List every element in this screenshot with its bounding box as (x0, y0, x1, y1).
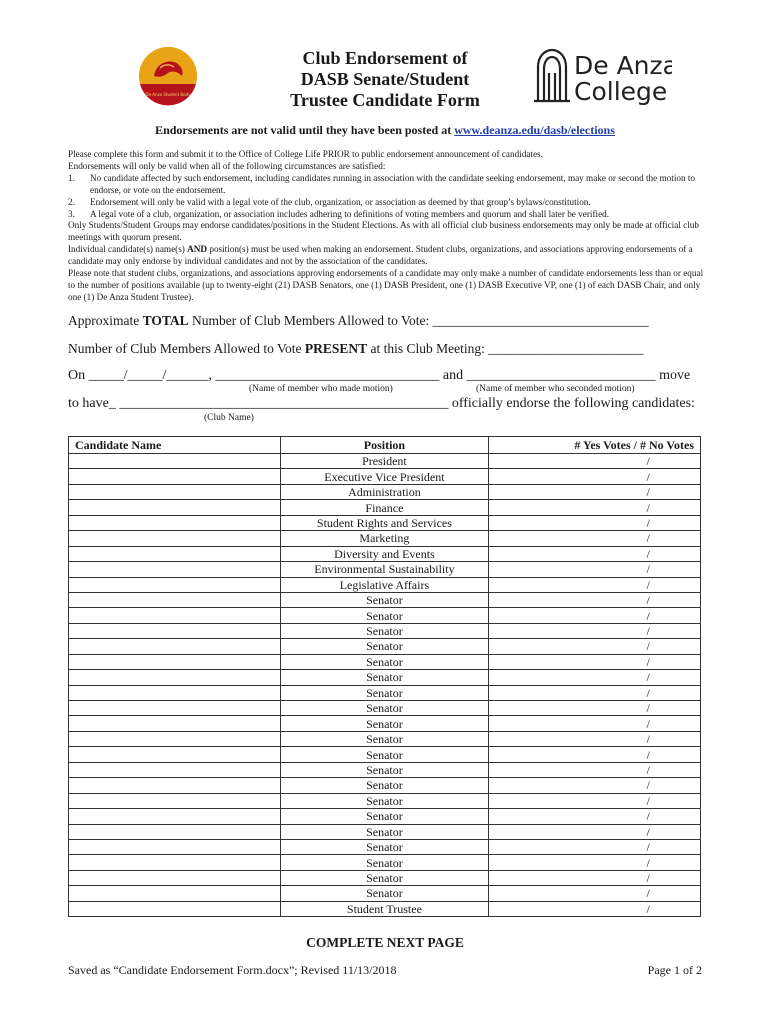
votes-cell[interactable]: / (489, 469, 701, 484)
position-cell: Senator (280, 592, 489, 607)
total-members-line[interactable]: Approximate TOTAL Number of Club Members Allowed to Vote: ________________________________ (68, 313, 649, 328)
present-members-line[interactable]: Number of Club Members Allowed to Vote PRESENT at this Club Meeting: _______________________ (68, 341, 644, 356)
candidate-name-cell[interactable] (69, 531, 281, 546)
position-cell: Senator (280, 870, 489, 885)
complete-next-page: COMPLETE NEXT PAGE (306, 935, 464, 950)
instruction-item-2: 2. Endorsement will only be valid with a legal vote of the club, organization, or association as deemed by that group’s bylaws/constitution. (68, 196, 591, 207)
instructions-p3: Only Students/Student Groups may endorse candidates/positions in the Student Elections. As with all official club business endorsements may only be made at official club meetings with quorum present. (68, 220, 699, 243)
svg-text:De Anza Student Body: De Anza Student Body (145, 92, 191, 97)
table-row (69, 685, 701, 700)
votes-cell[interactable]: / (489, 592, 701, 607)
position-cell: Environmental Sustainability (280, 562, 489, 577)
votes-cell[interactable]: / (489, 639, 701, 654)
candidate-name-cell[interactable] (69, 731, 281, 746)
instructions-p4: Individual candidate(s) name(s) AND position(s) must be used when making an endorsement. Student clubs, organizations, and associations approving endorsements of a candidate may only endorse by individual candidates and not by the association of the candidates. (68, 244, 693, 267)
table-row (69, 716, 701, 731)
header-votes: # Yes Votes / # No Votes (489, 437, 701, 454)
table-row (69, 731, 701, 746)
votes-cell[interactable]: / (489, 762, 701, 777)
club-caption: (Club Name) (204, 413, 254, 423)
footer-page-number: Page 1 of 2 (647, 963, 702, 977)
table-row (69, 762, 701, 777)
elections-link[interactable]: www.deanza.edu/dasb/elections (454, 123, 615, 137)
candidate-table (68, 436, 701, 917)
candidate-name-cell[interactable] (69, 886, 281, 901)
votes-cell[interactable]: / (489, 531, 701, 546)
footer-saved-as: Saved as “Candidate Endorsement Form.docx”; Revised 11/13/2018 (68, 963, 397, 977)
table-row (69, 886, 701, 901)
club-line[interactable]: to have_ _______________________________________________ officially endorse the following candidates: (68, 396, 695, 411)
position-cell: Senator (280, 793, 489, 808)
votes-cell[interactable]: / (489, 484, 701, 499)
position-cell: President (280, 454, 489, 469)
candidate-name-cell[interactable] (69, 654, 281, 669)
candidate-name-cell[interactable] (69, 855, 281, 870)
position-cell: Senator (280, 701, 489, 716)
candidate-name-cell[interactable] (69, 454, 281, 469)
mover-caption: (Name of member who made motion) (249, 384, 393, 394)
votes-cell[interactable]: / (489, 716, 701, 731)
votes-cell[interactable]: / (489, 500, 701, 515)
votes-cell[interactable]: / (489, 839, 701, 854)
candidate-name-cell[interactable] (69, 716, 281, 731)
votes-cell[interactable]: / (489, 562, 701, 577)
table-row (69, 747, 701, 762)
position-cell: Senator (280, 855, 489, 870)
motion-line[interactable]: On _____/_____/______, ________________________________ and ___________________________ move (68, 368, 691, 383)
votes-cell[interactable]: / (489, 515, 701, 530)
candidate-name-cell[interactable] (69, 824, 281, 839)
candidate-name-cell[interactable] (69, 870, 281, 885)
candidate-name-cell[interactable] (69, 778, 281, 793)
table-row (69, 608, 701, 623)
candidate-name-cell[interactable] (69, 747, 281, 762)
position-cell: Senator (280, 685, 489, 700)
position-cell: Senator (280, 731, 489, 746)
position-cell: Senator (280, 716, 489, 731)
seconder-caption: (Name of member who seconded motion) (476, 384, 635, 394)
votes-cell[interactable]: / (489, 623, 701, 638)
position-cell: Legislative Affairs (280, 577, 489, 592)
candidate-name-cell[interactable] (69, 809, 281, 824)
table-row (69, 870, 701, 885)
position-cell: Senator (280, 623, 489, 638)
table-row (69, 670, 701, 685)
votes-cell[interactable]: / (489, 778, 701, 793)
votes-cell[interactable]: / (489, 901, 701, 916)
candidate-name-cell[interactable] (69, 500, 281, 515)
position-cell: Finance (280, 500, 489, 515)
position-cell: Senator (280, 654, 489, 669)
candidate-name-cell[interactable] (69, 701, 281, 716)
position-cell: Administration (280, 484, 489, 499)
table-header-row (69, 437, 701, 454)
dasb-seal-logo (138, 46, 198, 106)
position-cell: Student Trustee (280, 901, 489, 916)
candidate-name-cell[interactable] (69, 639, 281, 654)
table-row (69, 515, 701, 530)
table-row (69, 500, 701, 515)
candidate-name-cell[interactable] (69, 515, 281, 530)
position-cell: Student Rights and Services (280, 515, 489, 530)
instructions (68, 149, 706, 304)
arch-icon (534, 50, 570, 101)
table-row (69, 855, 701, 870)
instruction-item-3: 3. A legal vote of a club, organization, or association includes adhering to definitions of voting members and quorum and shall later be verified. (68, 208, 610, 219)
position-cell: Senator (280, 608, 489, 623)
header-candidate-name: Candidate Name (69, 437, 281, 454)
table-row (69, 809, 701, 824)
position-cell: Diversity and Events (280, 546, 489, 561)
table-row (69, 778, 701, 793)
table-row (69, 654, 701, 669)
position-cell: Senator (280, 809, 489, 824)
title-line-1: Club Endorsement of (302, 48, 468, 68)
candidate-name-cell[interactable] (69, 546, 281, 561)
position-cell: Senator (280, 639, 489, 654)
title-line-2: DASB Senate/Student (300, 69, 470, 89)
table-row (69, 701, 701, 716)
position-cell: Executive Vice President (280, 469, 489, 484)
candidate-name-cell[interactable] (69, 592, 281, 607)
candidate-name-cell[interactable] (69, 762, 281, 777)
votes-cell[interactable]: / (489, 654, 701, 669)
table-row (69, 469, 701, 484)
notice-text: Endorsements are not valid until they have been posted at (155, 123, 455, 137)
votes-cell[interactable]: / (489, 608, 701, 623)
position-cell: Senator (280, 886, 489, 901)
votes-cell[interactable]: / (489, 886, 701, 901)
votes-cell[interactable]: / (489, 747, 701, 762)
position-cell: Senator (280, 747, 489, 762)
candidate-name-cell[interactable] (69, 670, 281, 685)
table-row (69, 623, 701, 638)
candidate-table-body (69, 454, 701, 917)
svg-text:De Anza: De Anza (574, 51, 672, 80)
table-row (69, 546, 701, 561)
votes-cell[interactable]: / (489, 793, 701, 808)
votes-cell[interactable]: / (489, 454, 701, 469)
candidate-name-cell[interactable] (69, 608, 281, 623)
svg-text:College: College (574, 77, 668, 105)
table-row (69, 562, 701, 577)
position-cell: Marketing (280, 531, 489, 546)
position-cell: Senator (280, 824, 489, 839)
votes-cell[interactable]: / (489, 855, 701, 870)
votes-cell[interactable]: / (489, 824, 701, 839)
form-title (270, 48, 500, 111)
table-row (69, 484, 701, 499)
position-cell: Senator (280, 839, 489, 854)
candidate-name-cell[interactable] (69, 793, 281, 808)
validity-notice (0, 123, 770, 138)
table-row (69, 454, 701, 469)
header-position: Position (280, 437, 489, 454)
votes-cell[interactable]: / (489, 809, 701, 824)
instruction-item-1: 1. No candidate affected by such endorsement, including candidates running in association with the candidate seeking endorsement, may make or second the motion to endorse, or vote on the endorsement. (68, 172, 696, 195)
instructions-p5: Please note that student clubs, organizations, and associations approving endorsements of a candidate may only make a number of candidate endorsements less than or equal to the number of positions available (up to twenty-eight (21) DASB Senators, one (1) DASB President, one (1) DASB Executive VP, one (1) of each DASB Chair, and only one (1) De Anza Student Trustee). (68, 268, 704, 302)
table-row (69, 531, 701, 546)
deanza-college-logo (532, 47, 672, 105)
table-row (69, 592, 701, 607)
candidate-name-cell[interactable] (69, 901, 281, 916)
seal-icon (138, 46, 198, 106)
position-cell: Senator (280, 778, 489, 793)
votes-cell[interactable]: / (489, 546, 701, 561)
candidate-name-cell[interactable] (69, 623, 281, 638)
table-row (69, 793, 701, 808)
candidate-name-cell[interactable] (69, 562, 281, 577)
votes-cell[interactable]: / (489, 701, 701, 716)
votes-cell[interactable]: / (489, 577, 701, 592)
candidate-name-cell[interactable] (69, 685, 281, 700)
candidate-name-cell[interactable] (69, 839, 281, 854)
votes-cell[interactable]: / (489, 685, 701, 700)
position-cell: Senator (280, 670, 489, 685)
candidate-name-cell[interactable] (69, 469, 281, 484)
instructions-p2: Endorsements will only be valid when all of the following circumstances are satisfied: (68, 160, 386, 171)
title-line-3: Trustee Candidate Form (290, 90, 480, 110)
candidate-name-cell[interactable] (69, 484, 281, 499)
table-row (69, 577, 701, 592)
table-row (69, 839, 701, 854)
votes-cell[interactable]: / (489, 731, 701, 746)
votes-cell[interactable]: / (489, 670, 701, 685)
candidate-name-cell[interactable] (69, 577, 281, 592)
table-row (69, 639, 701, 654)
position-cell: Senator (280, 762, 489, 777)
table-row (69, 901, 701, 916)
votes-cell[interactable]: / (489, 870, 701, 885)
table-row (69, 824, 701, 839)
instructions-p1: Please complete this form and submit it to the Office of College Life PRIOR to public endorsement announcement of candidates. (68, 149, 543, 159)
